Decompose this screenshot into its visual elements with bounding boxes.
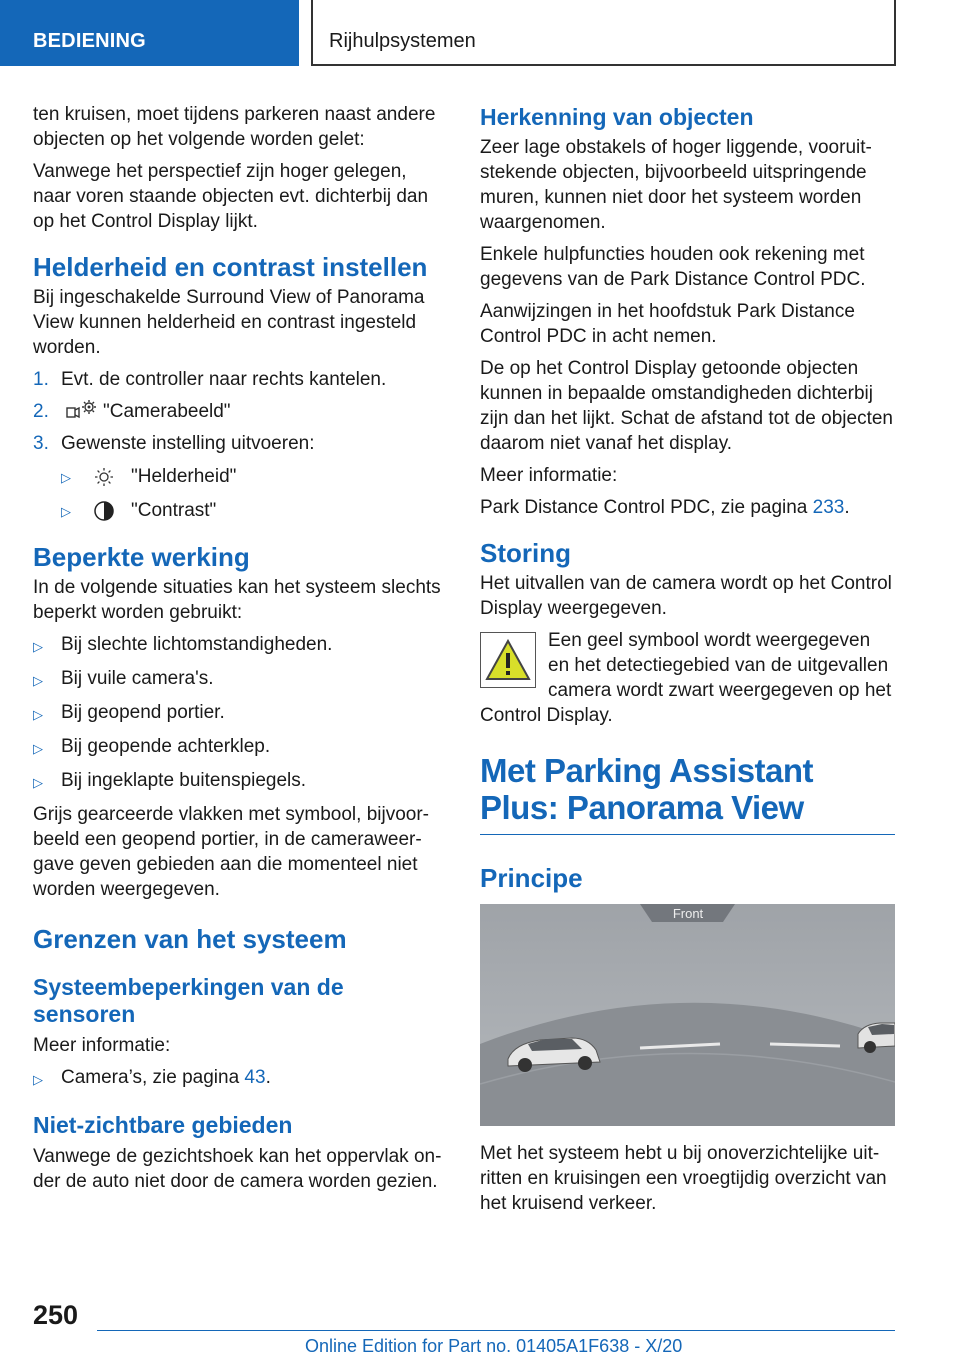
heading-fault: Storing (480, 538, 571, 568)
list-item-text: Bij geopend portier. (61, 702, 225, 723)
bullet-triangle-icon: ▷ (61, 504, 71, 519)
step-number: 3. (33, 433, 49, 454)
limited-paragraph: In de volgende situaties kan het systeem slechts beperkt worden gebruikt: (33, 577, 441, 623)
heading-object-recognition: Herkenning van objecten (480, 104, 754, 130)
heading-brightness-contrast: Helderheid en contrast instellen (33, 252, 428, 282)
substep-text: "Helderheid" (131, 466, 237, 487)
sensor-paragraph: Meer informatie: (33, 1035, 171, 1056)
list-item-text (61, 1065, 271, 1092)
recognition-paragraph-1: Zeer lage obstakels of hoger liggende, vooruitstekende objecten, bijvoorbeeld uitspringende muren, kunnen niet door het systeem worden waargenomen. (480, 137, 872, 233)
bullet-triangle-icon: ▷ (33, 707, 43, 722)
limited-paragraph-2: Grijs gearceerde vlakken met symbool, bijvoorbeeld een geopend portier, in de cameraweergave geven gebieden aan die momenteel niet worden weergegeven. (33, 804, 429, 900)
step-text: "Camerabeeld" (103, 401, 231, 422)
heading-system-limits: Grenzen van het systeem (33, 924, 347, 954)
step-text: Evt. de controller naar rechts kantelen. (61, 369, 387, 390)
list-item (33, 768, 448, 795)
footer-edition: Online Edition for Part no. 01405A1F638 - X/20 (305, 1336, 683, 1356)
front-label: Front (672, 906, 704, 921)
page-link-43[interactable]: 43 (244, 1067, 266, 1088)
list-item (33, 666, 448, 693)
list-item (33, 734, 448, 761)
step-3 (33, 431, 448, 456)
list-item-text: Bij geopende achterklep. (61, 736, 271, 757)
list-item (33, 1065, 448, 1092)
camera-icon (65, 399, 89, 421)
hidden-paragraph: Vanwege de gezichtshoek kan het oppervlak onder de auto niet door de camera worden gezien. (33, 1146, 442, 1192)
left-column (33, 102, 448, 1201)
footer-divider (97, 1330, 895, 1331)
step-number: 2. (33, 401, 49, 422)
recognition-paragraph-5: Meer informatie: (480, 465, 618, 486)
bullet-triangle-icon: ▷ (33, 775, 43, 790)
bullet-triangle-icon: ▷ (33, 673, 43, 688)
page-link-233[interactable]: 233 (812, 497, 845, 518)
substep-text: "Contrast" (131, 500, 217, 521)
list-item-text: Bij vuile camera's. (61, 668, 214, 689)
bullet-triangle-icon: ▷ (61, 470, 71, 485)
substep-brightness (33, 463, 448, 490)
brightness-paragraph: Bij ingeschakelde Surround View of Panorama View kunnen helderheid en contrast ingesteld worden. (33, 287, 425, 358)
page-number: 250 (33, 1300, 79, 1330)
step-text: Gewenste instelling uitvoeren: (61, 433, 315, 454)
recognition-paragraph-4: De op het Control Display getoonde objecten kunnen in bepaalde omstandigheden dichterbij zijn dan het lijkt. Schat de afstand tot de objecten daarom niet vanaf het display. (480, 358, 893, 454)
reference-text: Camera’s, zie pagina (61, 1067, 245, 1088)
bullet-triangle-icon: ▷ (33, 741, 43, 756)
fault-paragraph: Het uitvallen van de camera wordt op het Control Display weergegeven. (480, 573, 892, 619)
warning-block (480, 628, 895, 728)
list-item-text: Bij ingeklapte buitenspiegels. (61, 770, 307, 791)
section-tab: BEDIENING (0, 0, 299, 66)
step-number: 1. (33, 369, 49, 390)
intro-paragraph-2: Vanwege het perspectief zijn hoger gelegen, naar voren staande objecten evt. dichterbij dan op het Control Display lijkt. (33, 161, 429, 232)
recognition-paragraph-2: Enkele hulpfuncties houden ook rekening met gegevens van de Park Distance Control PDC. (480, 244, 866, 290)
sun-icon (93, 466, 117, 488)
right-column (480, 102, 895, 1223)
list-item (33, 700, 448, 727)
reference-end: . (265, 1067, 271, 1088)
step-2 (33, 399, 448, 424)
panorama-view-photo (480, 904, 895, 1126)
heading-hidden-areas: Niet-zichtbare gebieden (33, 1112, 293, 1138)
list-item (33, 632, 448, 659)
principle-paragraph: Met het systeem hebt u bij onoverzichtelijke uitritten en kruisingen een vroegtijdig overzicht van het kruisend verkeer. (480, 1143, 887, 1214)
substep-contrast (33, 497, 448, 524)
list-item-text: Bij slechte lichtomstandigheden. (61, 634, 333, 655)
heading-limited-function: Beperkte werking (33, 542, 250, 572)
warning-triangle-icon (484, 636, 532, 684)
step-1 (33, 367, 448, 392)
bullet-triangle-icon: ▷ (33, 1072, 43, 1087)
intro-paragraph-1: ten kruisen, moet tijdens parkeren naast andere objecten op het volgende worden gelet: (33, 104, 436, 150)
warning-text: Een geel symbool wordt weergegeven en het detectiegebied van de uitgevallen camera wordt zwart weergegeven op het Control Display. (480, 630, 892, 726)
page-header (0, 0, 960, 66)
chapter-title: Rijhulpsystemen (311, 0, 896, 66)
recognition-paragraph-3: Aanwijzingen in het hoofdstuk Park Distance Control PDC in acht nemen. (480, 301, 855, 347)
warning-symbol-image (480, 632, 536, 688)
contrast-icon (93, 500, 117, 522)
heading-main-section: Met Parking Assistant Plus: Panorama View (480, 752, 895, 835)
heading-sensor-limits: Systeembeperkingen van de sensoren (33, 974, 344, 1027)
reference-end: . (844, 497, 850, 518)
recognition-paragraph-6 (480, 495, 895, 520)
heading-principle: Principe (480, 863, 583, 893)
reference-text: Park Distance Control PDC, zie pagina (480, 497, 813, 518)
bullet-triangle-icon: ▷ (33, 639, 43, 654)
